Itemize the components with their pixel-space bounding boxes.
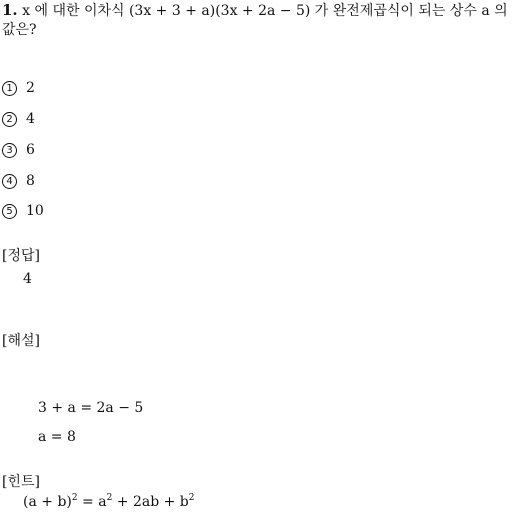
question-text: x 에 대한 이차식 (3x + 3 + a)(3x + 2a − 5) 가 완전제곱식이 되는 상수 a 의 — [22, 3, 508, 19]
choice-4[interactable] — [2, 173, 35, 189]
explanation-line-2: a = 8 — [38, 429, 76, 445]
choice-value-2: 4 — [26, 111, 35, 127]
explanation-line-1: 3 + a = 2a − 5 — [38, 400, 144, 416]
hint-formula-exponent-2: 2 — [106, 493, 113, 503]
choice-value-5: 10 — [26, 203, 44, 219]
choice-marker-5: 5 — [2, 204, 17, 219]
choice-value-1: 2 — [26, 80, 35, 96]
choice-2[interactable] — [2, 111, 35, 127]
choice-1[interactable] — [2, 80, 35, 96]
hint-formula-exponent: 2 — [71, 493, 78, 503]
hint-formula — [23, 494, 195, 510]
choice-marker-3: 3 — [2, 143, 17, 158]
question-line-2 — [2, 20, 37, 40]
hint-formula-base: (a + b) — [23, 494, 72, 510]
question-number: 1. — [2, 1, 18, 19]
explanation-label: [해설] — [2, 333, 40, 349]
choice-marker-2: 2 — [2, 112, 17, 127]
hint-label: [힌트] — [2, 474, 40, 490]
choice-marker-1: 1 — [2, 81, 17, 96]
hint-formula-exponent-3: 2 — [188, 493, 195, 503]
choice-value-4: 8 — [26, 173, 35, 189]
choice-5[interactable] — [2, 203, 44, 219]
choice-marker-4: 4 — [2, 174, 17, 189]
choice-value-3: 6 — [26, 142, 35, 158]
question-text-continued: 값은? — [2, 22, 37, 38]
question-line-1 — [2, 0, 508, 21]
answer-label: [정답] — [2, 248, 40, 264]
choice-3[interactable] — [2, 142, 35, 158]
hint-formula-eq: = a — [77, 494, 107, 510]
hint-formula-rest: + 2ab + b — [112, 494, 189, 510]
answer-value: 4 — [23, 271, 32, 287]
